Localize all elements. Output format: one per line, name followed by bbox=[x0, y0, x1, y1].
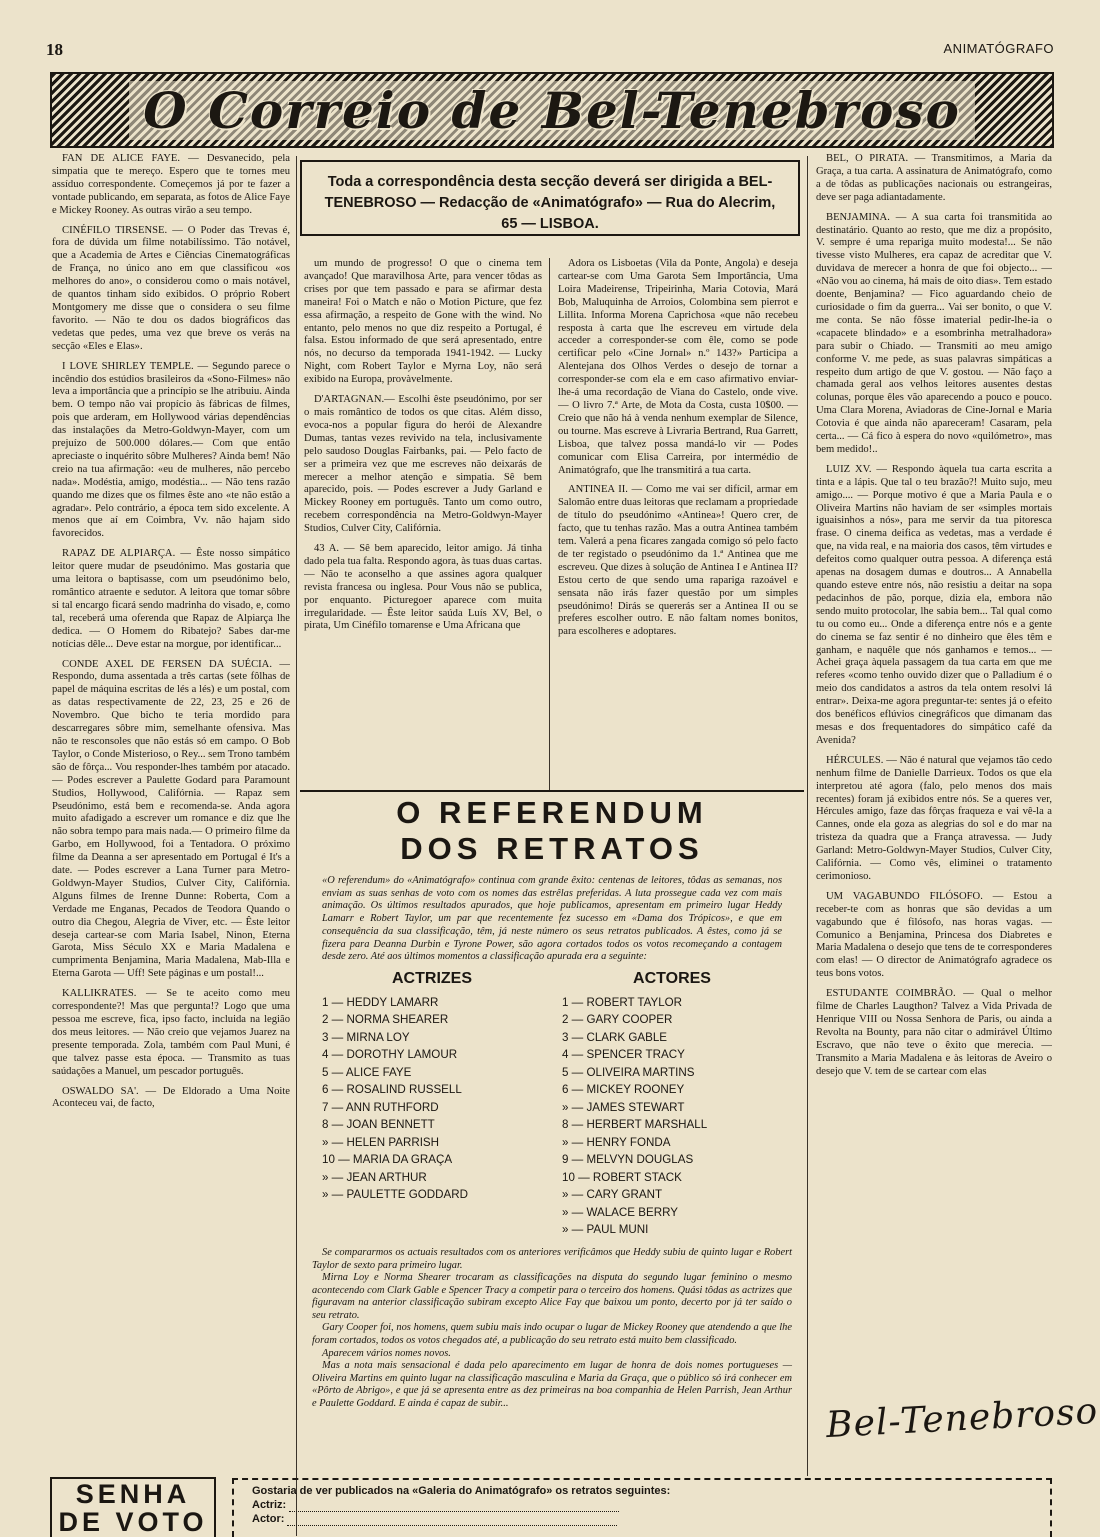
letter-reply: OSWALDO SA'. — De Eldorado a Uma Noite Aconteceu vai, de facto, bbox=[52, 1085, 290, 1110]
actor-field[interactable] bbox=[252, 1512, 1032, 1526]
letter-reply: RAPAZ DE ALPIARÇA. — Êste nosso simpático leitor quere mudar de pseudónimo. Mas gostaria que uma leitora o baptisasse, com um pseudónimo belo, romântico atraente e sedutor. A leitora que tomar sôbre si tal encargo ficará sendo madrinha do visado, e, como tal, receberá uma oferenda que Rapaz de Alpiarça lhe dedica. — O Homem do Ribatejo? Sabes dar-me notícias dêle... Deve estar na morgue, por identificar... bbox=[52, 548, 290, 650]
letter-reply: CINÉFILO TIRSENSE. — O Poder das Trevas é, fora de dúvida um filme notabilíssimo. Tão notável, que a Academia de Artes e Ciências Cinematográficas de França, no único ano em que classificou «os melhores do ano», o considerou como o mais notável, de quantos tinham sido exibidos. O próprio Robert Montgomery me disse que o considera o seu filme favorito. — Não te dou os dados biográficos das vedetas que pedes, uma vez que breve os verás na secção «Eles e Elas». bbox=[52, 224, 290, 352]
ranking-item: » — JEAN ARTHUR bbox=[322, 1170, 427, 1184]
letter-reply: D'ARTAGNAN.— Escolhi êste pseudónimo, por ser o mais romântico de todos os que citas. Além disso, evoca-nos a popular figura do herói de Alexandre Dumas, tantas vezes revivido na tela, inclusivamente pelo saudoso Douglas Fairbanks, pai. — Pelo facto de ser a primeira vez que me escreves não deixarás de merecer a melhor atenção e simpatia. Sê bem aparecido, pois. — Podes escrever a Judy Garland e Mickey Rooney em português. Tanto um como outro, recebem correspondência na Metro-Goldwyn-Mayer Studios, Culver City, Califórnia. bbox=[304, 394, 542, 535]
section-title: O Correio de Bel-Tenebroso bbox=[129, 81, 975, 140]
letters-column-4 bbox=[816, 153, 1052, 1523]
ranking-item: » — PAULETTE GODDARD bbox=[322, 1188, 469, 1202]
ranking-item: 4 — SPENCER TRACY bbox=[562, 1048, 685, 1062]
coupon-instructions: Gostaria de ver publicados na «Galeria do Animatógrafo» os retratos seguintes: bbox=[252, 1485, 671, 1497]
letter-reply: HÉRCULES. — Não é natural que vejamos tão cedo nenhum filme de Danielle Darrieux. Todos os que ela interpretou até agora (falo, pelo menos dos mais recentes) foram já exibidos entre nós. Se a queres ver, Hércules amigo, faze das fôrças fraqueza e vai vê-la a Cannes, onde ela goza as alegrias do sol e do mar na tristeza da quadra que a França atravessa. — Judy Garland: Metro-Goldwyn-Mayer Studios, Culver City, Califórnia. — Como vês, eliminei o tratamento cerimonioso. bbox=[816, 754, 1052, 882]
letter-reply: ESTUDANTE COIMBRÃO. — Qual o melhor filme de Charles Laugthon? Talvez a Vida Privada de Henrique VIII ou Nossa Senhora de Paris, ou ainda a Revolta na Bounty, para não citar o admirável Último Escravo, que não teve o êxito que merecia. — Transmito a Maria Madalena e às leitoras de Aveiro o desejo que V. tem de se cartear com elas bbox=[816, 988, 1052, 1077]
letters-column-1 bbox=[52, 153, 290, 1523]
ranking-item: » — PAUL MUNI bbox=[562, 1223, 649, 1237]
referendum-title-line: DOS RETRATOS bbox=[400, 831, 704, 866]
ranking-item: 1 — HEDDY LAMARR bbox=[322, 995, 439, 1009]
actriz-blank[interactable] bbox=[289, 1501, 619, 1512]
commentary-paragraph: Aparecem vários nomes novos. bbox=[322, 1347, 451, 1359]
ranking-item: 6 — MICKEY ROONEY bbox=[562, 1083, 685, 1097]
ranking-item: » — HENRY FONDA bbox=[562, 1135, 671, 1149]
actores-heading: ACTORES bbox=[633, 969, 711, 987]
letter-reply: UM VAGABUNDO FILÓSOFO. — Estou a receber-te com as honras que são devidas a um vagabundo que é filósofo, nas horas vagas. — Comunico a Benjamina, Princesa dos Diabretes e Maria Madalena o desejo que tens de te corresponderes com elas! — O director de Animatógrafo agradece os teus bons votos. bbox=[816, 890, 1052, 980]
referendum-rule bbox=[300, 790, 804, 792]
actriz-field[interactable] bbox=[252, 1498, 1032, 1512]
notice-text: Toda a correspondência desta secção deverá ser dirigida a BEL-TENEBROSO — Redacção de «Animatógrafo» — Rua do Alecrim, 65 — LISBOA. bbox=[324, 174, 776, 232]
ranking-item: 6 — ROSALIND RUSSELL bbox=[322, 1083, 462, 1097]
vote-label-line: SENHA bbox=[75, 1479, 191, 1509]
column-rule bbox=[549, 258, 550, 790]
magazine-name: ANIMATÓGRAFO bbox=[943, 41, 1054, 56]
ranking-item: 10 — MARIA DA GRAÇA bbox=[322, 1153, 453, 1167]
editor-signature: Bel-Tenebroso bbox=[825, 1390, 1100, 1447]
ranking-item: 8 — JOAN BENNETT bbox=[322, 1118, 435, 1132]
actor-blank[interactable] bbox=[287, 1515, 617, 1526]
letter-reply: um mundo de progresso! O que o cinema tem avançado! Que maravilhosa Arte, para vencer tôdas as crises por que tem passado e para se afirmar desta maneira! Foi o Match e não o Motion Picture, que fez essa afirmação, a respeito de Gone with the wind. No entanto, pelo menos no que diz respeito a Portugal, é falsa. Estou informado de que será apresentado, entre nós, no decurso da temporada 1941-1942. — Lucky Night, com Robert Taylor e Myrna Loy, não será exibido na Europa, provàvelmente. bbox=[304, 258, 542, 386]
referendum-intro: «O referendum» do «Animatógrafo» continua com grande êxito: centenas de leitores, tôdas as semanas, nos enviam as suas senhas de voto com os nomes das estrêlas preferidas. A luta prossegue cada vez com mais animação. Os últimos resultados apurados, que hoje publicamos, apresentam em primeiro lugar Heddy Lamarr e Robert Taylor, um par que recentemente fez sucesso em «Dama dos Trópicos», e que em consequência da sua classificação, têm, já neste número os seus retratos publicados. A êstes, como já se fizera para Deanna Durbin e Tyrone Power, são agora cortados todos os votos recomeçando a contagem desde zero. Até aos últimos momentos a classificação apurada era a seguinte: bbox=[322, 875, 782, 963]
letters-column-2 bbox=[304, 258, 542, 790]
ranking-item: » — HELEN PARRISH bbox=[322, 1135, 440, 1149]
commentary-paragraph: Mas a nota mais sensacional é dada pelo aparecimento em lugar de honra de dois nomes portugueses — Oliveira Martins em quinto lugar na classificação masculina e Maria da Graça, que o público só irá conhecer em «Pôrto de Abrigo», e que já se apresenta entre as dez primeiras na boa companhia de Helen Parrish, Jean Arthur e Paulette Goddard. E ainda é capaz de subir... bbox=[312, 1360, 792, 1410]
ranking-item: 3 — MIRNA LOY bbox=[322, 1030, 410, 1044]
vote-ticket-label bbox=[50, 1477, 216, 1537]
letter-reply: FAN DE ALICE FAYE. — Desvanecido, pela simpatia que te mereço. Espero que te tornes meu assíduo correspondente. Começemos já por te fazer a vontade publicando, em separata, as fotos de Alice Faye e Mickey Rooney. As outras virão a seu tempo. bbox=[52, 153, 290, 216]
ranking-item: » — WALACE BERRY bbox=[562, 1205, 678, 1219]
letter-reply: Adora os Lisboetas (Vila da Ponte, Angola) e deseja cartear-se com Uma Garota Sem Importância, Uma Loira Madeirense, Tripeirinha, Maria Cotovia, Mará Bob, Maluquinha de Arroios, Colombina sem pierrot e Lillita. Informa Morena Caprichosa «que não recebeu resposta à carta que lhe escreveu em virtude dela acceder a corresponder-se com êle, como se pode certificar pelo «Cine Jornal» n.º 143?» Participa a Alentejana dos Olhos Verdes o desejo de tornar a corresponder-se com ela e em caso afirmativo enviar-lhe-á uma recordação de Viana do Castelo, onde vive. — O livro 7.ª Arte, de Mota da Costa, custa 10$00. — Creio que não há à venda nenhum exemplar de Silence, ou tourne. Mas escreve à Livraria Bertrand, Rua Garrett, Lisboa, que talvez possa mandá-lo vir — Podes comunicar com Elisa Carreira, por intermédio de Animatógrafo, que lhe transmitirá a tua carta. bbox=[558, 258, 798, 476]
actriz-label: Actriz: bbox=[252, 1499, 287, 1511]
ranking-item: 1 — ROBERT TAYLOR bbox=[562, 995, 683, 1009]
ranking-item: 10 — ROBERT STACK bbox=[562, 1170, 682, 1184]
vote-coupon bbox=[232, 1478, 1052, 1537]
correspondence-notice bbox=[300, 160, 800, 236]
page-number: 18 bbox=[46, 40, 63, 59]
referendum-title bbox=[304, 795, 800, 867]
letter-reply: 43 A. — Sê bem aparecido, leitor amigo. Já tinha dado pela tua falta. Respondo agora, às tuas duas cartas. — Não te aconselho a que assines agora qualquer revista francesa ou inglesa. Pour Vous não se publica, por enquanto. Picturegoer aparece com muita irregularidade. — Êste leitor saúda Luís XV, Bel, o pirata, Um Cinéfilo tomarense e Uma Africana que bbox=[304, 543, 542, 632]
ranking-item: 5 — ALICE FAYE bbox=[322, 1065, 412, 1079]
letter-reply: BENJAMINA. — A sua carta foi transmitida ao destinatário. Quanto ao resto, que me diz a propósito, V. sempre é uma repariga muito modesta!... Se não tivesse visto Mulheres, era capaz de acreditar que V. duvidava de merecer a honra de que foi objecto... — «Não vou ao cinema, há mais de oito dias». Tem estado doente, Benjamina? — Fico aguardando cheio de curiosidade o fim da guerra... Vai ser bonito, o que V. me conta. Se não fôsse imaterial pedir-lhe-ia o «capacete blindado» e a esombrinha metralhadora» para subir o Chiado. — Transmiti ao meu amigo conforme V. me pede, as suas palavras simpáticas a respeito dum artigo de que V. gostou. — Não faço a chamada geral aos velhos leitores ausentes destas colunas, porque êles vão aparecendo a pouco e pouco. Uma Clara Morena, Aviadoras de Cine-Jornal e Maria Cotovia é que ainda não apareceram! Casaram, pela certa... — Cá fico à espera do novo «quilómetro», mas bem medido!.. bbox=[816, 211, 1052, 455]
actrizes-list bbox=[322, 970, 542, 1239]
column-rule bbox=[296, 156, 297, 1536]
column-rule bbox=[807, 156, 808, 1476]
actrizes-heading: ACTRIZES bbox=[392, 969, 472, 987]
section-banner bbox=[50, 72, 1054, 148]
ranking-item: 4 — DOROTHY LAMOUR bbox=[322, 1048, 458, 1062]
letters-column-3 bbox=[558, 258, 798, 790]
letter-reply: CONDE AXEL DE FERSEN DA SUÉCIA. — Respondo, duma assentada a três cartas (sete fôlhas de papel de máquina escritas de lés a lés) e um postal, com as datas respectivamente de 22, 23, 25 e 26 de Novembro. Que bicho te teria mordido para descarregares sôbre mim, semelhante ofensiva. Mas não te resconsoles que não estás só em campo. O Bob Taylor, o Conde Misterioso, o Rey... sem Trono também são de fôrça... Vou responder-lhes também por atacado. — Podes escrever a Paulette Godard para Paramount Studios, Hollywood, Califórnia. — Rapaz sem Pseudónimo, está bem e recomenda-se. Anda agora muito afadigado a escrever um romance e diz que lhe não sobra tempo para mais nada.— O primeiro filme da Garbo, em Hollywood, foi a Tentadora. O próximo filme da Deanna a ser apresentado em Portugal é It's a date. — Podes escrever a Lana Turner para Metro-Goldwyn-Mayer Studios, Culver City, Califórnia. Alguns filmes de Irenne Dunne: Roberta, Com a Verdade me Enganas, Pecados de Teodora Quando o outro dia Chegou, Alegria de Viver, etc. — Êste leitor deseja cartear-se com Maria Isabel, Ninon, Eterna Garota, Miss Século XX e Maria Madalena e cumprimenta Benjamina, Maria Madalena, Mab-Illa e Eterna Garota — Uff! Sete páginas e um postal!... bbox=[52, 658, 290, 980]
letter-reply: KALLIKRATES. — Se te aceito como meu correspondente?! Mas que pergunta!? Logo que uma pessoa me escreve, fica, ipso facto, incluida na legião dos meus leitores. — Não creio que vejamos Juarez na presente temporada. Zola, também com Paul Muni, é que talvez passe esta época. — Transmito as tuas saúdações a Manuel, um pescador português. bbox=[52, 988, 290, 1077]
ranking-lists bbox=[322, 970, 782, 1239]
ranking-item: 3 — CLARK GABLE bbox=[562, 1030, 668, 1044]
ranking-item: 9 — MELVYN DOUGLAS bbox=[562, 1153, 694, 1167]
referendum-commentary bbox=[312, 1247, 792, 1411]
ranking-item: » — CARY GRANT bbox=[562, 1188, 663, 1202]
actores-list bbox=[562, 970, 782, 1239]
ranking-item: 2 — GARY COOPER bbox=[562, 1013, 673, 1027]
ranking-item: 7 — ANN RUTHFORD bbox=[322, 1100, 439, 1114]
ranking-item: 5 — OLIVEIRA MARTINS bbox=[562, 1065, 695, 1079]
letter-reply: I LOVE SHIRLEY TEMPLE. — Segundo parece o incêndio dos estúdios brasileiros da «Sono-Filmes» não leva a importância que a princípio se lhe atribuiu. Ainda bem. O tempo não vai propício às fábricas de filmes, pois que arderam, em Hollywood várias dependências das instalações da Metro-Goldwyn-Mayer, com um prejuízo de 500.000 dólares.— Com que então apreciaste o inquérito sôbre Mulheres? Ainda bem! Não creio na tua afirmação: «eu de mulheres, não percebo nada». Modéstia, amigo, modéstia... — Não tens razão quando me dizes que os filmes êste ano «te não estão a agradar». Pelo contrário, a época tem sido excelente. A menos que aí em Coimbra, Vv. não hajam sido favorecidos. bbox=[52, 360, 290, 540]
referendum-title-line: O REFERENDUM bbox=[396, 795, 708, 830]
commentary-paragraph: Mirna Loy e Norma Shearer trocaram as classificações na disputa do segundo lugar feminino o mesmo acontecendo com Clark Gable e Spencer Tracy a competir para o terceiro dos homens. Quási tôdas as actrizes que figuravam na anterior classificação subiram excepto Alice Fay que baixou um ponto, decerto por já ter saído o seu retrato. bbox=[312, 1272, 792, 1321]
commentary-paragraph: Se compararmos os actuais resultados com os anteriores verificâmos que Heddy subiu de quinto lugar e Robert Taylor de sexto para primeiro lugar. bbox=[312, 1246, 792, 1271]
vote-label-line: DE VOTO bbox=[58, 1507, 208, 1537]
commentary-paragraph: Gary Cooper foi, nos homens, quem subiu mais indo ocupar o lugar de Mickey Rooney que atendendo a que lhe foram cortados, todos os votos chegados até, a publicação do seu retrato está muito bem classificado. bbox=[312, 1322, 792, 1347]
ranking-item: 8 — HERBERT MARSHALL bbox=[562, 1118, 708, 1132]
referendum-section bbox=[304, 795, 800, 1411]
actor-label: Actor: bbox=[252, 1513, 285, 1525]
letter-reply: LUIZ XV. — Respondo àquela tua carta escrita a tinta e a lápis. Que tal o teu brazão?! Muito sujo, meu amigo.... — Porque motivo é que a Maria Paula e o Oliveira Martins não haviam de ser «simples mortais iguaisinhos a nós», para me servir da tua pitoresca frase. O cinema deifica as vedetas, mas a verdade é que, na vida real, e na maioria dos casos, têm virtudes e defeitos como qualquer outra pessoa. A diferença está apenas na dosagem dumas e doutros... A Annabella quando esteve entre nós, não resistiu a deitar na sopa pedacinhos de pão, porque, dizia ela, embora não sendo muito protocolar, lhe sabia bem... Tal qual como tu ou como eu... Onde a diferença entre nós e a gente do cinema se faz sentir é no dinheiro que êles têm e ganham, e naquêle que nós ganhamos e temos... — Achei graça àquela passagem da tua carta em que me referes «como tenho ouvido dizer que o Palladium é o meio dos candidatos a astros da tela ontem resolvi lá entrar». Deixa-me agora preguntar-te: sentes já o efeito dos benéficos eflúvios cinegráficos que dimanam das mesas e dos frequentadores do simpático café da Avenida? bbox=[816, 463, 1052, 746]
ranking-item: 2 — NORMA SHEARER bbox=[322, 1013, 449, 1027]
letter-reply: ANTINEA II. — Como me vai ser difícil, armar em Salomão entre duas leitoras que reclamam a propriedade de título do pseudónimo «Antinea»! Quero crer, de facto, que tu tenhas razão. Mas a outra Antinea também tem. Valerá a pena ficares zangada comigo só pelo facto de ter registado o pseudónimo da 1.ª Antinea que me escreveu. Que dizes à solução de Antinea I e Antinea II? Estou certo de que sendo uma rapariga razoável e sensata não irás fazer questão por um simples pseudónimo! Dirás se quererás ser a Antinea II ou se preferes escolher outro. E não faltam nomes bonitos, para escolheres e adoptares. bbox=[558, 484, 798, 638]
ranking-item: » — JAMES STEWART bbox=[562, 1100, 685, 1114]
letter-reply: BEL, O PIRATA. — Transmitimos, a Maria da Graça, a tua carta. A assinatura de Animatógrafo, como a de tôdas as publicações nacionais ou estrangeiras, deve ser paga adiantadamente. bbox=[816, 153, 1052, 203]
